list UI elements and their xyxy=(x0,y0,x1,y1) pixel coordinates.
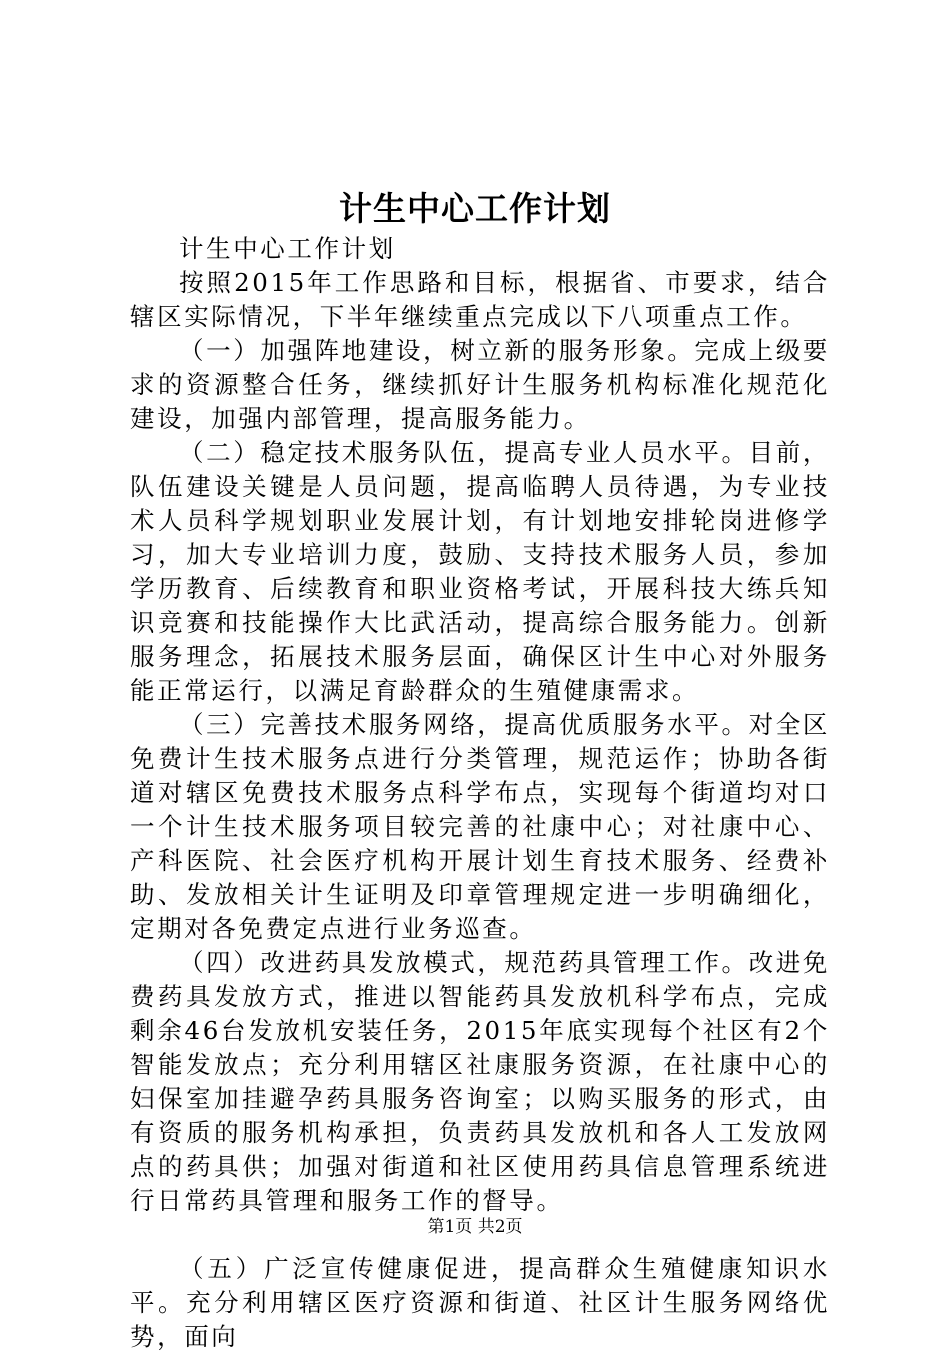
paragraph-item-1: （一）加强阵地建设，树立新的服务形象。完成上级要求的资源整合任务，继续抓好计生服务机构标准化规范化建设，加强内部管理，提高服务能力。 xyxy=(130,336,830,433)
paragraph-item-2: （二）稳定技术服务队伍，提高专业人员水平。目前，队伍建设关键是人员问题，提高临聘人员待遇，为专业技术人员科学规划职业发展计划，有计划地安排轮岗进修学习，加大专业培训力度，鼓励、支持技术服务人员，参加学历教育、后续教育和职业资格考试，开展科技大练兵知识竞赛和技能操作大比武活动，提高综合服务能力。创新服务理念，拓展技术服务层面，确保区计生中心对外服务能正常运行，以满足育龄群众的生殖健康需求。 xyxy=(130,438,830,705)
document-title: 计生中心工作计划 xyxy=(339,189,611,228)
paragraph-heading: 计生中心工作计划 xyxy=(179,234,396,263)
paragraph-item-4: （四）改进药具发放模式，规范药具管理工作。改进免费药具发放方式，推进以智能药具发放机科学布点，完成剩余46台发放机安装任务，2015年底实现每个社区有2个智能发放点；充分利用辖区社康服务资源，在社康中心的妇保室加挂避孕药具服务咨询室；以购买服务的形式，由有资质的服务机构承担，负责药具发放机和各人工发放网点的药具供；加强对街道和社区使用药具信息管理系统进行日常药具管理和服务工作的督导。 xyxy=(130,948,830,1215)
paragraph-item-5: （五）广泛宣传健康促进，提高群众生殖健康知识水平。充分利用辖区医疗资源和街道、社区计生服务网络优势，面向 xyxy=(130,1254,830,1351)
page-number: 第1页 共2页 xyxy=(427,1217,523,1237)
paragraph-intro: 按照2015年工作思路和目标，根据省、市要求，结合辖区实际情况，下半年继续重点完成以下八项重点工作。 xyxy=(130,268,830,331)
paragraph-item-3: （三）完善技术服务网络，提高优质服务水平。对全区免费计生技术服务点进行分类管理，规范运作；协助各街道对辖区免费技术服务点科学布点，实现每个街道均对口一个计生技术服务项目较完善的社康中心；对社康中心、产科医院、社会医疗机构开展计划生育技术服务、经费补助、发放相关计生证明及印章管理规定进一步明确细化，定期对各免费定点进行业务巡查。 xyxy=(130,710,830,943)
document-body xyxy=(130,232,830,1354)
